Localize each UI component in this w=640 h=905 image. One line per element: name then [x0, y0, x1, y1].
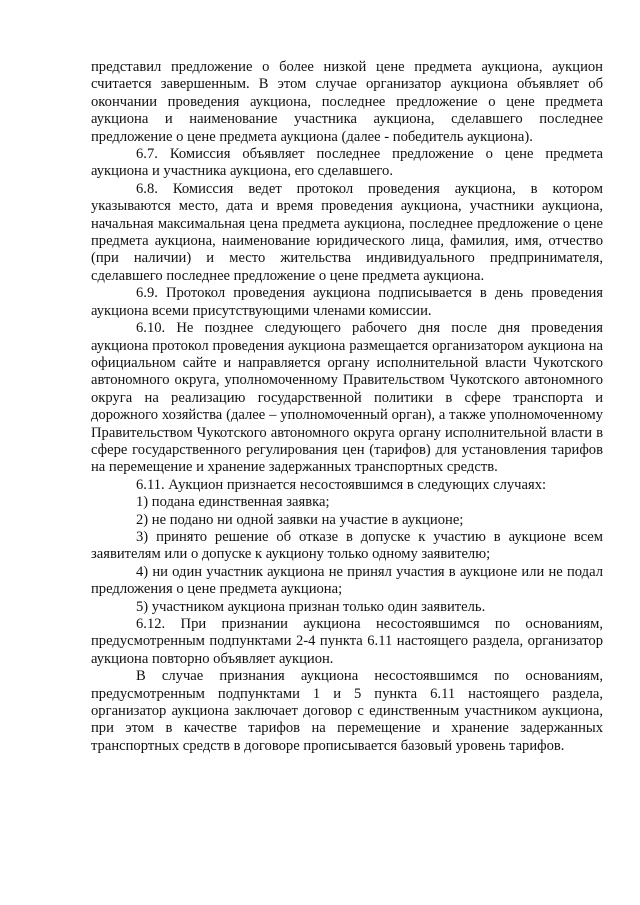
- paragraph-6-12: 6.12. При признании аукциона несостоявшимся по основаниям, предусмотренным подпунктами 2-4 пункта 6.11 настоящего раздела, организатор аукциона повторно объявляет аукцион.: [91, 616, 603, 667]
- paragraph-6-11: 6.11. Аукцион признается несостоявшимся в следующих случаях:: [136, 476, 547, 493]
- paragraph-continuation: представил предложение о более низкой цене предмета аукциона, аукцион считается завершенным. В этом случае организатор аукциона объявляет об окончании проведения аукциона, последнее предложение о цене предмета аукциона и наименование участника аукциона, сделавшего последнее предложение о цене предмета аукциона (далее - победитель аукциона).: [91, 59, 603, 145]
- list-item-1: 1) подана единственная заявка;: [136, 494, 330, 511]
- paragraph-6-8: 6.8. Комиссия ведет протокол проведения аукциона, в котором указываются место, дата и время проведения аукциона, участники аукциона, начальная максимальная цена предмета аукциона, последнее предложение о цене предмета аукциона, наименование юридического лица, фамилия, имя, отчество (при наличии) и место жительства индивидуального предпринимателя, сделавшего последнее предложение о цене предмета аукциона.: [91, 180, 603, 284]
- list-item-2: 2) не подано ни одной заявки на участие в аукционе;: [136, 511, 464, 528]
- list-item-3: 3) принято решение об отказе в допуске к участию в аукционе всем заявителям или о допуске к аукциону только одному заявителю;: [91, 528, 603, 563]
- paragraph-single-participant: В случае признания аукциона несостоявшимся по основаниям, предусмотренным подпунктами 1 и 5 пункта 6.11 настоящего раздела, организатор аукциона заключает договор с единственным участником аукциона, при этом в качестве тарифов на перемещение и хранение задержанных транспортных средств в договоре прописывается базовый уровень тарифов.: [91, 668, 603, 754]
- paragraph-6-7: 6.7. Комиссия объявляет последнее предложение о цене предмета аукциона и участника аукциона, его сделавшего.: [91, 146, 603, 180]
- list-item-4: 4) ни один участник аукциона не принял участия в аукционе или не подал предложения о цене предмета аукциона;: [91, 563, 603, 598]
- document-page: [91, 59, 603, 755]
- paragraph-6-10: 6.10. Не позднее следующего рабочего дня после дня проведения аукциона протокол проведения аукциона размещается организатором аукциона на официальном сайте и направляется органу исполнительной власти Чукотского автономного округа, уполномоченному Правительством Чукотского автономного округа на реализацию государственной политики в сфере транспорта и дорожного хозяйства (далее – уполномоченный орган), а также уполномоченному Правительством Чукотского автономного округа органу исполнительной власти в сфере государственного регулирования цен (тарифов) для установления тарифов на перемещение и хранение задержанных транспортных средств.: [91, 320, 603, 476]
- list-item-5: 5) участником аукциона признан только один заявитель.: [136, 598, 486, 615]
- paragraph-6-9: 6.9. Протокол проведения аукциона подписывается в день проведения аукциона всеми присутствующими членами комиссии.: [91, 285, 603, 319]
